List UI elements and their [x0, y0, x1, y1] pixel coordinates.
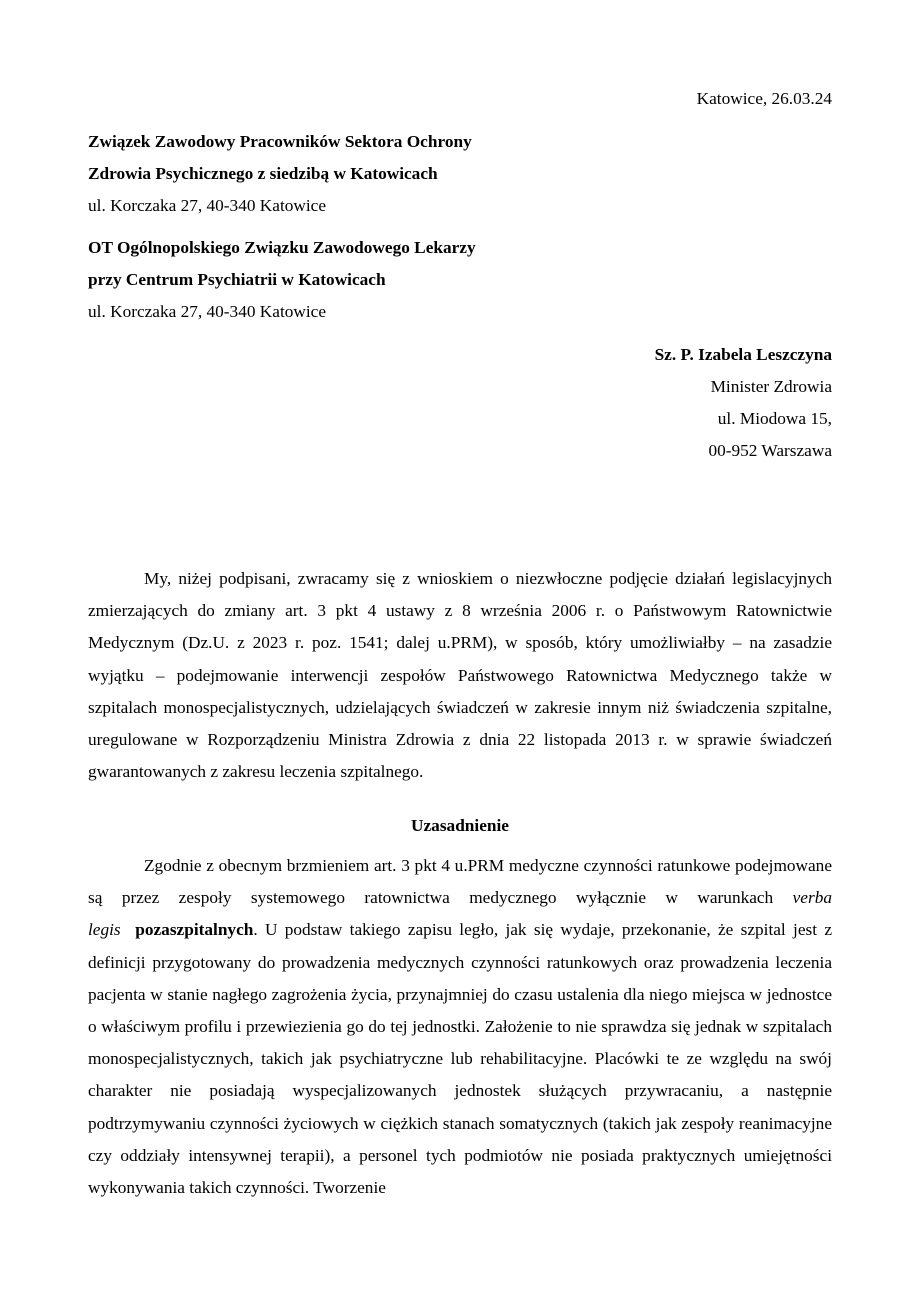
justification-text-part-1: Zgodnie z obecnym brzmieniem art. 3 pkt 4 u.PRM medyczne czynności ratunkowe podejmowane są przez zespoły systemowego ratownictwa medycznego wyłącznie w warunkach [88, 856, 832, 908]
section-heading: Uzasadnienie [411, 816, 509, 835]
sender-name-line-2: Zdrowia Psychicznego z siedzibą w Katowicach [88, 164, 438, 183]
request-paragraph: My, niżej podpisani, zwracamy się z wnioskiem o niezwłoczne podjęcie działań legislacyjnych zmierzających do zmiany art. 3 pkt 4 ustawy z 8 września 2006 r. o Państwowym Ratownictwie Medycznym (Dz.U. z 2023 r. poz. 1541; dalej u.PRM), w sposób, który umożliwiałby – na zasadzie wyjątku – podejmowanie interwencji zespołów Państwowego Ratownictwa Medycznego także w szpitalach monospecjalistycznych, udzielających świadczeń w zakresie innym niż świadczenia szpitalne, uregulowane w Rozporządzeniu Ministra Zdrowia z dnia 22 listopada 2013 r. w sprawie świadczeń gwarantowanych z zakresu leczenia szpitalnego. [88, 569, 832, 782]
sender-name-line-1: OT Ogólnopolskiego Związku Zawodowego Lekarzy [88, 238, 476, 257]
justification-bold-word: pozaszpitalnych [135, 920, 254, 940]
recipient-city: 00-952 Warszawa [708, 441, 832, 460]
sender-address: ul. Korczaka 27, 40-340 Katowice [88, 196, 327, 215]
justification-paragraph [88, 850, 832, 1204]
justification-text-part-2: . U podstaw takiego zapisu legło, jak się wydaje, przekonanie, że szpital jest z definicji przygotowany do prowadzenia medycznych czynności ratunkowych oraz prowadzenia leczenia pacjenta w stanie nagłego zagrożenia życia, przynajmniej do czasu ustalenia dla niego miejsca w jednostce o właściwym profilu i przewiezienia go do tej jednostki. Założenie to nie sprawdza się jednak w szpitalach monospecjalistycznych, takich jak psychiatryczne lub rehabilitacyjne. Placówki te ze względu na swój charakter nie posiadają wyspecjalizowanych jednostek służących przywracaniu, a następnie podtrzymywaniu czynności życiowych w ciężkich stanach somatycznych (takich jak zespoły reanimacyjne czy oddziały intensywnej terapii), a personel tych podmiotów nie posiada praktycznych umiejętności wykonywania takich czynności. Tworzenie [88, 920, 832, 1198]
sender-block-union [88, 126, 648, 222]
sender-name-line-2: przy Centrum Psychiatrii w Katowicach [88, 270, 386, 289]
recipient-block [432, 339, 832, 467]
sender-name-line-1: Związek Zawodowy Pracowników Sektora Ochrony [88, 132, 472, 151]
recipient-street: ul. Miodowa 15, [717, 409, 832, 428]
recipient-title: Minister Zdrowia [710, 377, 832, 396]
justification-italic-phrase: verba legis [88, 888, 832, 940]
recipient-name: Sz. P. Izabela Leszczyna [654, 345, 832, 364]
date-line: Katowice, 26.03.24 [696, 89, 832, 108]
sender-address: ul. Korczaka 27, 40-340 Katowice [88, 302, 327, 321]
sender-block-doctors-union [88, 232, 648, 328]
